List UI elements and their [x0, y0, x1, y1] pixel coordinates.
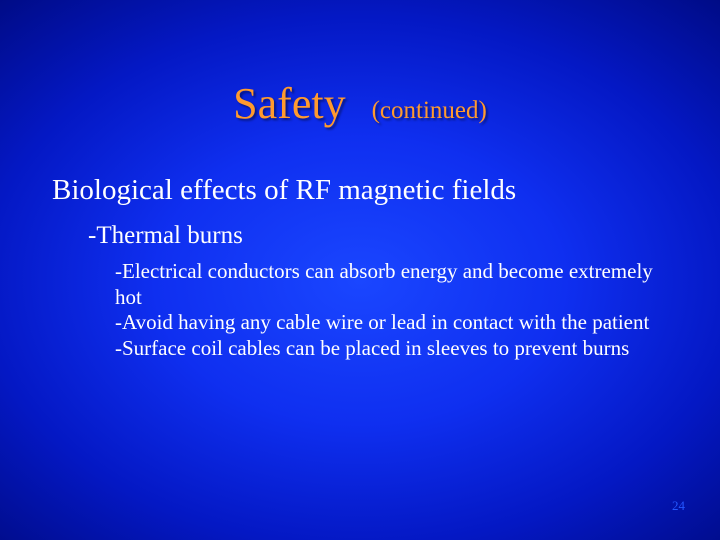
section-heading: Biological effects of RF magnetic fields — [52, 174, 517, 206]
title-main: Safety — [233, 79, 346, 128]
bullet-item-sleeves: -Surface coil cables can be placed in sleeves to prevent burns — [115, 335, 630, 360]
bullet-item-avoid-contact: -Avoid having any cable wire or lead in contact with the patient — [115, 310, 650, 335]
title-suffix: (continued) — [371, 97, 487, 124]
slide-title — [0, 79, 720, 128]
page-number: 24 — [672, 498, 685, 513]
bullet-list — [115, 259, 675, 361]
bullet-item-conductors: -Electrical conductors can absorb energy and become extremely hot — [115, 259, 653, 309]
subheading-thermal-burns: -Thermal burns — [88, 222, 243, 249]
